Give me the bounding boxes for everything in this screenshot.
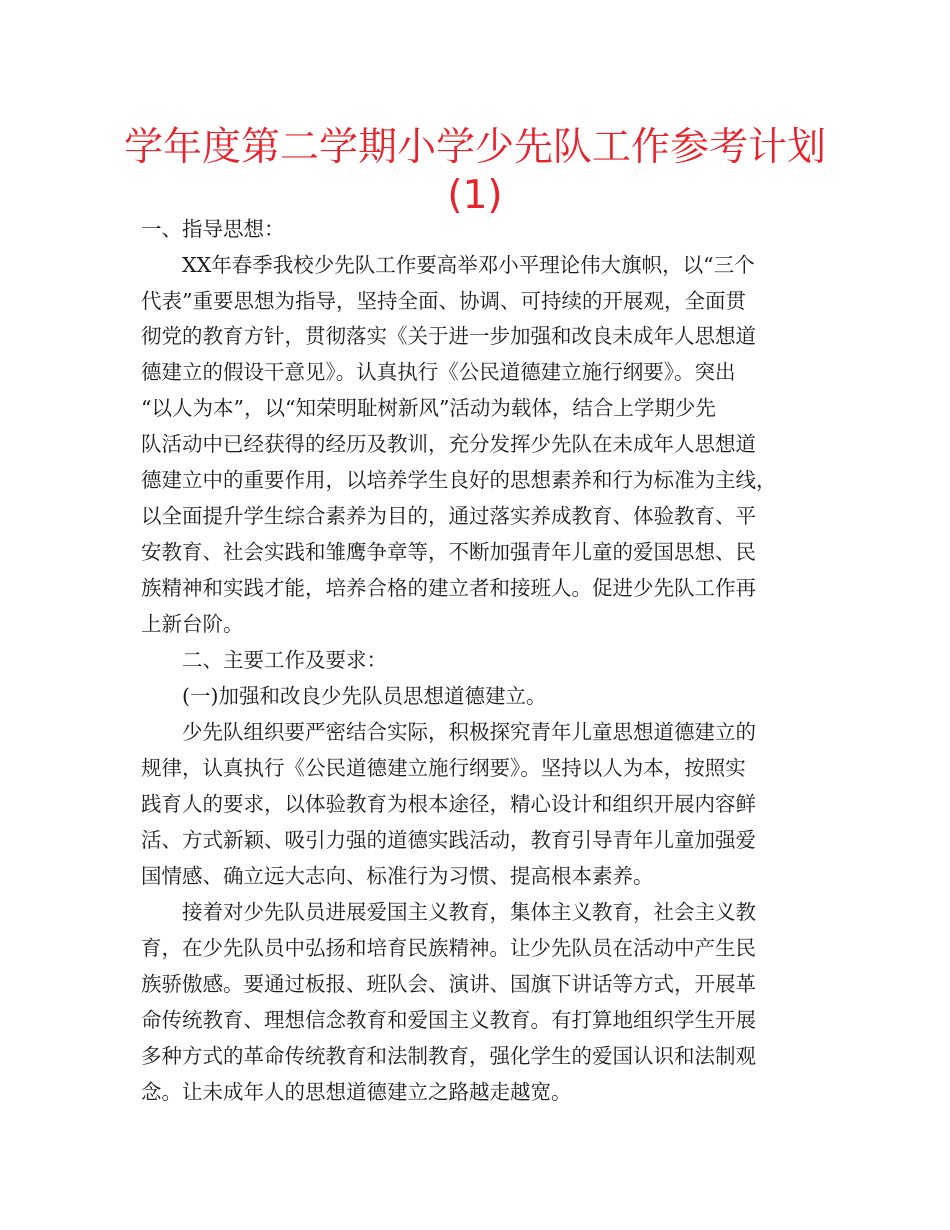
text-line: 活、方式新颖、吸引力强的道德实践活动，教育引导青年儿童加强爱 <box>141 828 756 852</box>
text-line: 队活动中已经获得的经历及教训，充分发挥少先队在未成年人思想道 <box>141 432 756 456</box>
text-line: “以人为本”，以“知荣明耻树新风”活动为载体，结合上学期少先 <box>141 396 716 420</box>
text-line: 念。让未成年人的思想道德建立之路越走越宽。 <box>141 1080 572 1104</box>
document-title: 学年度第二学期小学少先队工作参考计划 <box>123 125 826 170</box>
text-line: 德建立的假设干意见》。认真执行《公民道德建立施行纲要》。突出 <box>141 360 736 384</box>
text-line: 德建立中的重要作用，以培养学生良好的思想素养和行为标准为主线， <box>141 468 777 492</box>
text-line: 接着对少先队员进展爱国主义教育，集体主义教育，社会主义教 <box>141 900 756 924</box>
text-line: 育，在少先队员中弘扬和培育民族精神。让少先队员在活动中产生民 <box>141 936 756 960</box>
text-line: 上新台阶。 <box>141 612 244 636</box>
subsection-heading: (一)加强和改良少先队员思想道德建立。 <box>141 684 547 708</box>
text-line: 以全面提升学生综合素养为目的，通过落实养成教育、体验教育、平 <box>141 504 756 528</box>
section-heading: 二、主要工作及要求： <box>141 648 387 672</box>
text-line: 彻党的教育方针，贯彻落实《关于进一步加强和改良未成年人思想道 <box>141 324 756 348</box>
text-line: 国情感、确立远大志向、标准行为习惯、提高根本素养。 <box>141 864 654 888</box>
text-line: 多种方式的革命传统教育和法制教育，强化学生的爱国认识和法制观 <box>141 1044 756 1068</box>
text-line: 规律，认真执行《公民道德建立施行纲要》。坚持以人为本，按照实 <box>141 756 746 780</box>
text-line: 一、指导思想： <box>141 217 285 241</box>
text-line: 族精神和实践才能，培养合格的建立者和接班人。促进少先队工作再 <box>141 576 756 600</box>
document-title-suffix: (1) <box>447 173 503 218</box>
text-line: XX年春季我校少先队工作要高举邓小平理论伟大旗帜，以“三个 <box>141 253 755 277</box>
text-line: 少先队组织要严密结合实际，积极探究青年儿童思想道德建立的 <box>141 720 756 744</box>
text-line: 安教育、社会实践和雏鹰争章等，不断加强青年儿童的爱国思想、民 <box>141 540 756 564</box>
text-line: 代表”重要思想为指导，坚持全面、协调、可持续的开展观，全面贯 <box>141 289 746 313</box>
text-line: 践育人的要求，以体验教育为根本途径，精心设计和组织开展内容鲜 <box>141 792 756 816</box>
text-line: 族骄傲感。要通过板报、班队会、演讲、国旗下讲话等方式，开展革 <box>141 972 756 996</box>
text-line: 命传统教育、理想信念教育和爱国主义教育。有打算地组织学生开展 <box>141 1008 756 1032</box>
